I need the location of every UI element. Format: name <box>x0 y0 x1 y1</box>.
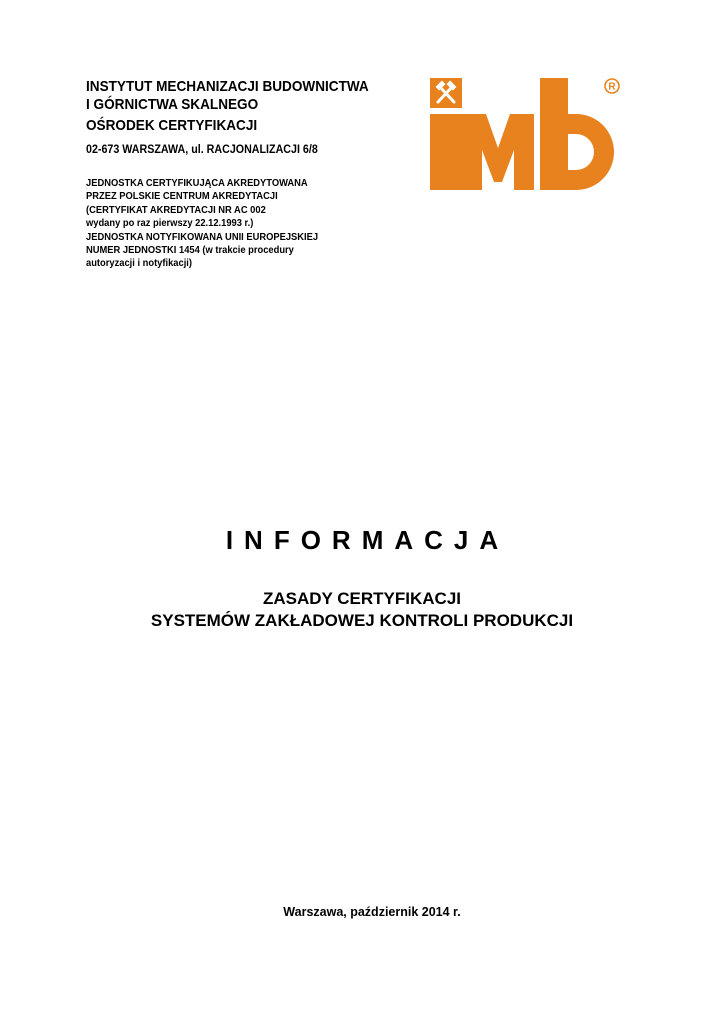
imb-logo <box>430 78 622 190</box>
accreditation-line: autoryzacji i notyfikacji) <box>86 258 193 270</box>
document-title: INFORMACJA <box>225 525 510 555</box>
institute-address: 02-673 WARSZAWA, ul. RACJONALIZACJI 6/8 <box>86 144 318 156</box>
institute-name-line1: INSTYTUT MECHANIZACJI BUDOWNICTWA <box>86 79 369 95</box>
accreditation-line: wydany po raz pierwszy 22.12.1993 r.) <box>86 218 254 230</box>
institute-header <box>86 78 416 271</box>
document-subtitle-line1: ZASADY CERTYFIKACJI <box>262 589 462 608</box>
place-and-date: Warszawa, październik 2014 r. <box>283 905 461 919</box>
accreditation-line: NUMER JEDNOSTKI 1454 (w trakcie procedury <box>86 245 294 257</box>
certification-center-title: OŚRODEK CERTYFIKACJI <box>86 118 258 134</box>
document-subtitle-line2: SYSTEMÓW ZAKŁADOWEJ KONTROLI PRODUKCJI <box>150 611 574 630</box>
accreditation-line: (CERTYFIKAT AKREDYTACJI NR AC 002 <box>86 204 266 216</box>
institute-name-line2: I GÓRNICTWA SKALNEGO <box>86 97 259 113</box>
imb-logo-shapes <box>430 78 614 190</box>
registered-mark-icon <box>605 79 619 93</box>
svg-text:R: R <box>608 81 616 93</box>
accreditation-line: JEDNOSTKA NOTYFIKOWANA UNII EUROPEJSKIEJ <box>86 231 319 243</box>
accreditation-line: JEDNOSTKA CERTYFIKUJĄCA AKREDYTOWANA <box>86 178 308 189</box>
accreditation-block <box>86 177 416 271</box>
accreditation-line: PRZEZ POLSKIE CENTRUM AKREDYTACJI <box>86 191 278 203</box>
